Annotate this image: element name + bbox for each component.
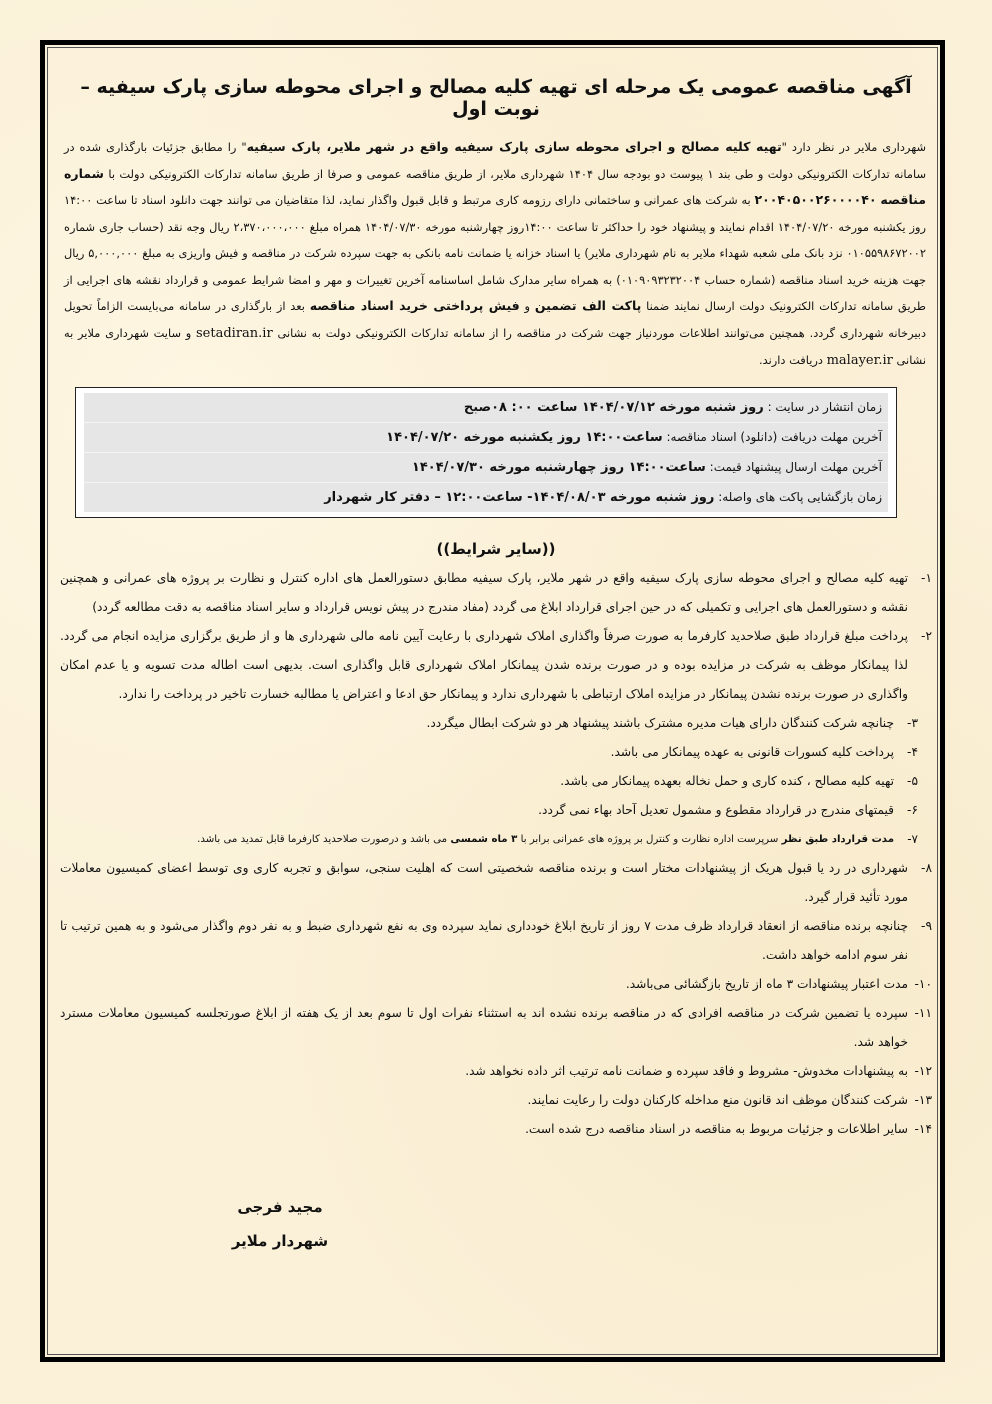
condition-number: ۱- [921, 570, 932, 585]
conditions-list [60, 564, 932, 1144]
intro-text: به شرکت های عمرانی و ساختمانی دارای رزومه کاری مرتبط و قابل قبول واگذار نماید، لذا متقاضیان می توانند جهت دانلود اسناد تا ساعت ۱۴:۰۰ روز یکشنبه مورخه ۱۴۰۴/۰۷/۲۰ اقدام نمایند و پیشنهاد خود را حداکثر تا ساعت ۱۴:۰۰روز چهارشنبه مورخه ۱۴۰۴/۰۷/۳۰ همراه مبلغ ۲،۳۷۰،۰۰۰،۰۰۰ ریال وجه نقد (حساب جاری شماره ۰۱۰۵۵۹۸۶۷۲۰۰۲ نزد بانک ملی شعبه شهداء ملایر به نام شهرداری ملایر) یا اسناد خزانه یا ضمانت نامه بانکی به جهت سپرده شرکت در مناقصه و فیش واریزی به مبلغ ۵,۰۰۰,۰۰۰ ریال جهت هزینه خرید اسناد مناقصه (شماره حساب ۰۱۰۹۰۹۳۲۳۲۰۰۴) به همراه سایر مدارک شامل اساسنامه آخرین تغییرات و مهر و امضا شرایط عمومی و قرارداد نقشه های اجرایی از طریق سامانه تدارکات الکترونیک دولت ارسال نمایند ضمنا [64, 193, 927, 313]
condition-number: ۶- [907, 802, 918, 817]
conditions-title: ((سایر شرایط)) [436, 539, 556, 558]
intro-text: دریافت دارند. [758, 353, 823, 367]
condition-item [60, 738, 932, 767]
intro-text: و سایت شهرداری ملایر به نشانی [64, 325, 926, 367]
condition-item [60, 796, 932, 825]
condition-number: ۹- [921, 918, 932, 933]
tender-notice [60, 70, 932, 1144]
condition-text: مدت اعتبار پیشنهادات ۳ ماه از تاریخ بازگشائی می‌باشد. [625, 976, 908, 991]
condition-item [60, 564, 932, 622]
condition-text: تهیه کلیه مصالح و اجرای محوطه سازی پارک سیفیه واقع در شهر ملایر، پارک سیفیه مطابق دستورالعمل های اداره کنترل و نظارت بر پروژه های عمرانی و همچنین نقشه و دستورالعمل های اجرایی و تکمیلی که در حین اجرای قرارداد ابلاغ می گردد (مفاد مندرج در پیش نویس قرارداد و سایر اسناد مناقصه به دقت مطالعه گردد) [60, 570, 908, 614]
schedule-label: زمان انتشار در سایت : [767, 399, 882, 414]
notice-title: آگهی مناقصه عمومی یک مرحله ای تهیه کلیه مصالح و اجرای محوطه سازی پارک سیفیه – نوبت اول [80, 76, 912, 120]
malayer-link[interactable]: malayer.ir [826, 353, 893, 368]
schedule-label: زمان بازگشایی پاکت های واصله: [718, 489, 882, 504]
signer-role: شهردار ملایر [231, 1232, 329, 1250]
condition-text: شرکت کنندگان موظف اند قانون منع مداخله کارکنان دولت را رعایت نمایند. [527, 1092, 908, 1107]
schedule-row-download [84, 423, 888, 453]
condition-number: ۵- [907, 773, 918, 788]
tender-number: ۲۰۰۴۰۵۰۰۲۶۰۰۰۰۴۰ [754, 192, 877, 207]
schedule-value: روز شنبه مورخه ۱۴۰۴/۰۷/۱۲ ساعت ۰۰: ۰۸صبح [463, 399, 764, 415]
condition-item [60, 1115, 932, 1144]
schedule-value: ساعت۱۴:۰۰ روز یکشنبه مورخه ۱۴۰۴/۰۷/۲۰ [386, 429, 663, 445]
condition-text: به پیشنهادات مخدوش- مشروط و فاقد سپرده و ضمانت نامه ترتیب اثر داده نخواهد شد. [465, 1063, 908, 1078]
condition-number: ۱۲- [914, 1063, 932, 1078]
condition-number: ۲- [921, 628, 932, 643]
intro-text: " را مطابق جزئیات بارگذاری شده در سامانه تدارکات الکترونیکی دولت و طی بند ۱ پیوست دو بودجه سال ۱۴۰۴ شهرداری ملایر، از طریق مناقصه عمومی و صرفا از طریق سامانه تدارکات الکترونیکی دولت با [64, 140, 926, 181]
condition-number: ۱۳- [914, 1092, 932, 1107]
condition-text-part: سرپرست اداره نظارت و کنترل بر پروژه های عمرانی برابر با [520, 833, 779, 845]
condition-item [60, 970, 932, 999]
condition-item [60, 999, 932, 1057]
project-name: تهیه کلیه مصالح و اجرای محوطه سازی پارک سیفیه واقع در شهر ملایر، پارک سیفیه [246, 139, 782, 154]
contract-duration-value: ۳ ماه شمسی [450, 833, 518, 845]
condition-text: چنانچه شرکت کنندگان دارای هیات مدیره مشترک باشند پیشنهاد هر دو شرکت ابطال میگردد. [426, 715, 894, 730]
tender-number-label: شماره مناقصه [64, 165, 926, 207]
condition-text: شهرداری در رد یا قبول هریک از پیشنهادات مختار است و برنده مناقصه شخصیتی است که اهلیت سنجی، سوابق و تجربه کاری وی توسط اعضای کمیسیون معاملات مورد تأئید قرار گیرد. [60, 860, 908, 904]
condition-number: ۷- [907, 831, 918, 846]
signer-name: مجید فرجی [237, 1198, 323, 1216]
schedule-row-submit [84, 453, 888, 483]
condition-item [60, 912, 932, 970]
receipt-label: فیش پرداختی خرید اسناد مناقصه [309, 298, 520, 313]
setadiran-link[interactable]: setadiran.ir [196, 325, 273, 341]
condition-item [60, 767, 932, 796]
condition-number: ۱۴- [914, 1121, 932, 1136]
condition-item [60, 709, 932, 738]
condition-text-part: می باشد و درصورت صلاحدید کارفرما قابل تمدید می باشد. [197, 833, 448, 845]
intro-text: بعد از بارگذاری در سامانه می‌بایست الزاماً تحویل دبیرخانه شهرداری گردد. همچنین می‌توانند اطلاعات موردنیاز جهت شرکت در مناقصه را از سامانه تدارکات الکترونیکی دولت به نشانی [64, 299, 927, 340]
intro-text: و [524, 299, 531, 313]
condition-number: ۸- [921, 860, 932, 875]
condition-text: چنانچه برنده مناقصه از انعقاد قرارداد ظرف مدت ۷ روز از تاریخ ابلاغ خودداری نماید سپرده وی به نفع شهرداری ضبط و به نفر دوم واگذار می‌شود و به همین ترتیب تا نفر سوم ادامه خواهد داشت. [60, 918, 909, 962]
intro-text: شهرداری ملایر در نظر دارد " [781, 140, 926, 154]
condition-item [60, 1086, 932, 1115]
condition-number: ۱۰- [914, 976, 932, 991]
condition-text: سپرده یا تضمین شرکت در مناقصه افرادی که در مناقصه برنده نشده اند به استثناء نفرات اول تا سوم بعد از یک هفته از ابلاغ صورتجلسه کمیسیون معاملات مسترد خواهد شد. [60, 1005, 908, 1049]
schedule-row-opening [84, 483, 888, 512]
schedule-box [75, 387, 897, 518]
schedule-label: آخرین مهلت دریافت (دانلود) اسناد مناقصه: [666, 429, 882, 444]
schedule-row-publish [84, 393, 888, 423]
packet-a-label: پاکت الف تضمین [534, 298, 642, 313]
schedule-label: آخرین مهلت ارسال پیشنهاد قیمت: [709, 459, 882, 474]
intro-paragraph [60, 134, 932, 375]
schedule-value: روز شنبه مورخه ۱۴۰۴/۰۸/۰۳- ساعت۱۲:۰۰ – دفتر کار شهردار [324, 489, 715, 505]
condition-number: ۴- [907, 744, 918, 759]
schedule-value: ساعت۱۴:۰۰ روز چهارشنبه مورخه ۱۴۰۴/۰۷/۳۰ [411, 459, 706, 475]
contract-duration-label: مدت قرارداد طبق نظر [781, 833, 894, 845]
condition-item [60, 1057, 932, 1086]
condition-item [60, 825, 932, 854]
condition-text: تهیه کلیه مصالح ، کنده کاری و حمل نخاله بعهده پیمانکار می باشد. [560, 773, 894, 788]
condition-number: ۳- [907, 715, 918, 730]
condition-text: پرداخت مبلغ قرارداد طبق صلاحدید کارفرما به صورت صرفاً واگذاری املاک شهرداری با رعایت آیین نامه مالی شهرداری ها و از طریق برگزاری مزایده انجام می گردد. لذا پیمانکار موظف به شرکت در مزایده بوده و در صورت برنده شدن پیمانکار املاک شهرداری قابل واگذاری است. بدیهی است اطاله مدت تسویه و یا عدم امکان واگذاری در صورت برنده نشدن پیمانکار در مزایده املاک ارتباطی با شهرداری ندارد و پیمانکار حق ادعا و اعتراض یا مطالبه خسارت تاخیر در پرداخت را ندارد. [60, 628, 908, 701]
condition-item [60, 622, 932, 709]
condition-text: پرداخت کلیه کسورات قانونی به عهده پیمانکار می باشد. [610, 744, 894, 759]
condition-text [60, 825, 894, 854]
condition-item [60, 854, 932, 912]
signature-block [185, 1190, 375, 1258]
condition-text: قیمتهای مندرج در قرارداد مقطوع و مشمول تعدیل آحاد بهاء نمی گردد. [538, 802, 894, 817]
condition-text: سایر اطلاعات و جزئیات مربوط به مناقصه در اسناد مناقصه درج شده است. [525, 1121, 908, 1136]
condition-number: ۱۱- [914, 1005, 932, 1020]
